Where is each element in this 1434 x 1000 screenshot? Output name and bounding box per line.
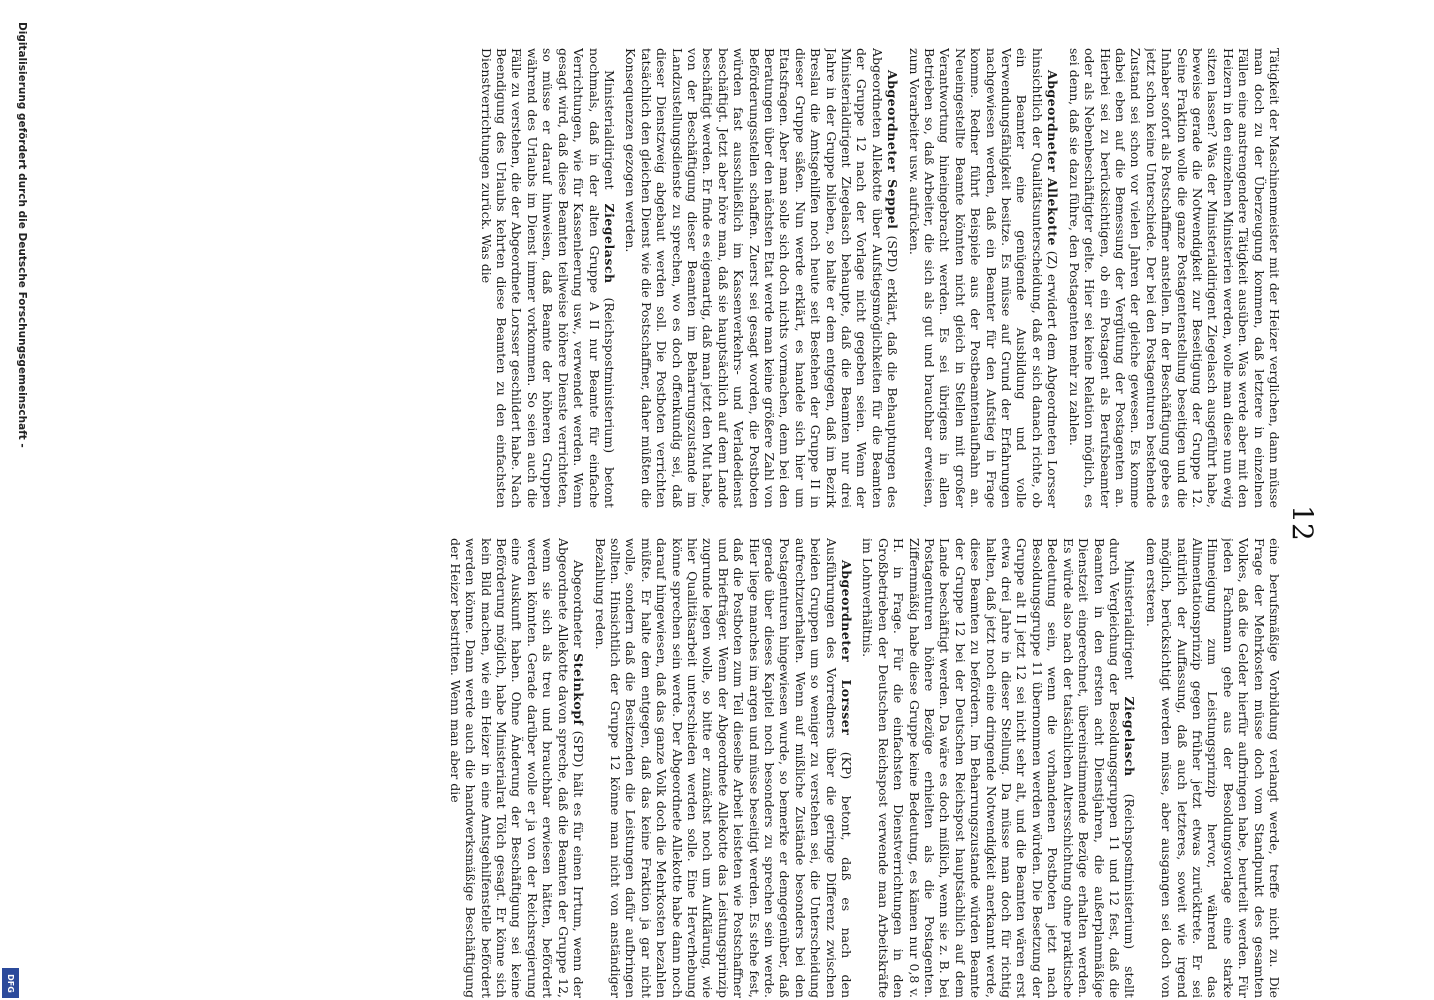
paragraph [860,538,1137,998]
speaker-name: Ziegelasch [601,203,617,284]
speaker-name: Steinkopf [571,653,587,726]
speaker-title: Abgeordneter [571,560,587,654]
paragraph: Tätigkeit der Maschinenmeister mit der Heizer verglichen, dann müsse man doch zu der Überzeugung kommen, daß letztere in einzelnen Fällen eine anstrengendere Tätigkeit ausüben. Was werde aber mit den Heizern in den einzelnen Ministerien werden, wolle man diese nun ewig sitzen lassen? Was der Ministerialdirigent Ziegelasch ausgeführt habe, beweise gerade die Notwendigkeit zur Beseitigung der Gruppe 12. Seine Fraktion wolle die ganze Postagentenstellung beseitigen und die Inhaber sofort als Postschaffner anstellen. In der Beschäftigung gebe es jetzt schon keine Unterschiede. Der bei den Postagenturen bestehende Zustand sei schon vor vielen Jahren der gleiche gewesen. Es komme dabei eben auf die Bemessung der Vergütung der Postagenten an. Hierbei sei zu berücksichtigen, ob ein Postagent als Berufsbeamter oder als Nebenbeschäftigter gelte. Hier sei keine Relation möglich, es sei denn, daß sie dazu führe, den Postagenten mehr zu zahlen. [1066,48,1282,508]
paragraph-text: (SPD) hält es für einen Irrtum, wenn der Abgeordnete Allekotte davon spreche, daß die Beamten der Gruppe 12, wenn sie sich als treu und brauchbar erwiesen hätten, befördert werden könnten. Gerade darüber wolle er ja von der Reichsregierung eine Auskunft haben. Ohne Änderung der Beschäftigung sei keine Beförderung möglich, habe Ministerialrat Tölch gesagt. Er könne sich kein Bild machen, wie ein Heizer in eine Amtsgehilfenstelle befördert werden könne. Dann werde auch die handwerksmäßige Beschäftigung der Heizer bestritten. Wenn man aber die [447,538,587,998]
paragraph: eine berufsmäßige Vorbildung verlangt werde, treffe nicht zu. Die Frage der Mehrkosten müsse doch vom Standpunkt des gesamten Volkes, daß die Gelder hierfür aufbringen habe, beurteilt werden. Für jeden Fachmann gehe aus der Besoldungsvorlage eine starke Hinneigung zum Leistungsprinzip hervor, während das Alimentationsprinzip gegen früher jetzt etwas zurücktrete. Er sei natürlich der Auffassung, daß auch letzteres, soweit wie irgend möglich, berücksichtigt werden müsse, aber ausgangen sei doch von dem ersteren. [1143,538,1282,998]
paragraph [623,48,900,508]
paragraph [906,48,1060,508]
footer-credit: Digitalisierung gefördert durch die Deutsche Forschungsgemeinschaft - [16,22,28,448]
dfg-logo-icon [2,968,19,998]
speaker-name: Abgeordneter Allekotte [1045,70,1061,246]
rotated-page-content [150,48,1320,998]
paragraph [592,538,854,998]
speaker-title: Ministerialdirigent [601,70,617,204]
paragraph-text: (SPD) erklärt, daß die Behauptungen des Abgeordneten Allekotte über Aufstiegsmöglichkeiten für die Beamten der Gruppe 12 nach der Vorlage nicht gegeben seien. Wenn der Ministerialdirigent Ziegelasch behaupte, daß die Beamten nur drei Jahre in der Gruppe blieben, so halte er dem entgegen, daß im Bezirk Breslau die Amtsgehilfen noch heute seit Bestehen der Gruppe II in dieser Gruppe säßen. Nun werde erklärt, es handele sich hier um Etatsfragen. Aber man solle sich doch nichts vormachen, denn bei den Beratungen über den nächsten Etat werde man keine größere Zahl von Beförderungsstellen schaffen. Zuerst sei gesagt worden, die Postboten würden fast ausschließlich im Kassenverkehrs- und Verladedienst beschäftigt. Jetzt aber höre man, daß sie hauptsächlich auf dem Lande beschäftigt werden. Er finde es eigenartig, daß man jetzt den Mut habe, von der Beschäftigung dieser Beamten im Beharrungszustande im Landzustellungsdienste zu sprechen, wo es doch offenkundig sei, daß dieser Dienstzweig abgebaut werden soll. Die Postboten verrichten tatsächlich den gleichen Dienst wie die Postschaffner, daher müßten die Konsequenzen gezogen werden. [623,48,901,508]
text-column-right [162,538,1282,998]
paragraph-text: (Reichspostministerium) betont nochmals, daß in der alten Gruppe A II nur Beamte für einfache Verrichtungen, wie für Kassenleerung usw., verwendet werden. Wenn gesagt wird, daß diese Beamten teilweise höhere Dienste verrichteten, so müsse er darauf hinweisen, daß Beamte der höheren Gruppen während des Urlaubs im Dienst immer vorkommen. So seien auch die Fälle zu verstehen, die der Abgeordnete Lorsser geschildert habe. Nach Beendigung des Urlaubs kehrten diese Beamten zu den einfachsten Dienstverrichtungen zurück. Was die [478,48,617,508]
speaker-name: Ziegelasch [1122,696,1138,777]
paragraph [447,538,586,998]
text-column-left [162,48,1282,508]
digitization-footer [0,0,40,1000]
speaker-name: Abgeordneter Lorsser [839,560,855,736]
paragraph [478,48,617,508]
paragraph-text: (Reichspostministerium) stellt durch Vergleichung der Besoldungsgruppen 11 und 12 fest, daß die Beamten in den ersten acht Dienstjahren, die außerplanmäßige Dienstzeit eingerechnet, übereinstimmende Bezüge erhalten werden. Es würde also nach der tatsächlichen Altersschichtung ohne praktische Bedeutung sein, wenn die vorhandenen Postboten jetzt nach Besoldungsgruppe 11 übernommen werden würden. Die Besetzung der Gruppe alt II jetzt 12 sei nicht sehr alt, und die Beamten wären erst etwa drei Jahre in dieser Stellung. Da müsse man doch für richtig halten, daß jetzt noch eine dringende Notwendigkeit anerkannt werde, diese Beamten zu befördern. Im Beharrungszustande würden Beamte der Gruppe 12 bei der Deutschen Reichspost hauptsächlich auf dem Lande beschäftigt werden. Da wäre es doch mißlich, wenn sie z. B. bei Postagenturen höhere Bezüge erhielten als die Postagenten. Ziffernmäßig habe diese Gruppe keine Bedeutung, es kämen nur 0,8 v. H. in Frage. Für die einfachsten Dienstverrichtungen in den Großbetrieben der Deutschen Reichspost verwende man Arbeitskräfte im Lohnverhältnis. [860,538,1138,998]
speaker-title: Ministerialdirigent [1122,560,1138,697]
page-number: 12 [1286,505,1319,541]
paragraph-text: (KP) betont, daß es nach den Ausführungen des Vorredners über die geringe Differenz zwischen beiden Gruppen um so weniger zu verstehen sei, die Unterscheidung aufrechtzuerhalten. Wenn auf mißliche Zustände besonders bei den Postagenturen hingewiesen wurde, so bemerke er demgegenüber, daß gerade über dieses Kapitel noch besonders zu sprechen sein werde. Hier liege manches im argen und müsse beseitigt werden. Es stehe fest, daß die Postboten zum Teil dieselbe Arbeit leisteten wie Postschaffner und Briefträger. Wenn der Abgeordnete Allekotte das Leistungsprinzip zugrunde legen wolle, so bitte er zunächst noch um Aufklärung, wie hier Qualitätsarbeit unterschieden werden solle. Eine Herverhebung könne sprechen sein werde. Der Abgeordnete Allekotte habe dann noch darauf hingewiesen, daß das ganze Volk doch die Mehrkosten bezahlen müßte. Er halte dem entgegen, daß das keine Fraktion ja gar nicht wolle, sondern daß die Besitzenden die Leistungen dafür aufbringen sollten. Hinsichtlich der Gruppe 12 könne man nicht von anständiger Bezahlung reden. [592,538,855,998]
paragraph-text: (Z) erwidert dem Abgeordneten Lorsser hinsichtlich der Qualitätsunterscheidung, daß er sich danach richte, ob ein Beamter eine genügende Ausbildung und volle Verwendungsfähigkeit besitze. Es müsse auf Grund der Erfahrungen nachgewiesen werden, daß ein Beamter für den Aufstieg in Frage komme. Redner führt Beispiele aus der Postbeamtenlaufbahn an. Neueingestellte Beamte könnten nicht gleich in Stellen mit großer Verantwortung hineingebracht werden. Es sei übrigens in allen Betrieben so, daß Arbeiter, die sich als gut und brauchbar erweisen, zum Vorarbeiter usw. aufrücken. [906,48,1061,508]
dfg-logo-text: DFG [6,973,16,993]
speaker-name: Abgeordneter Seppel [885,70,901,230]
